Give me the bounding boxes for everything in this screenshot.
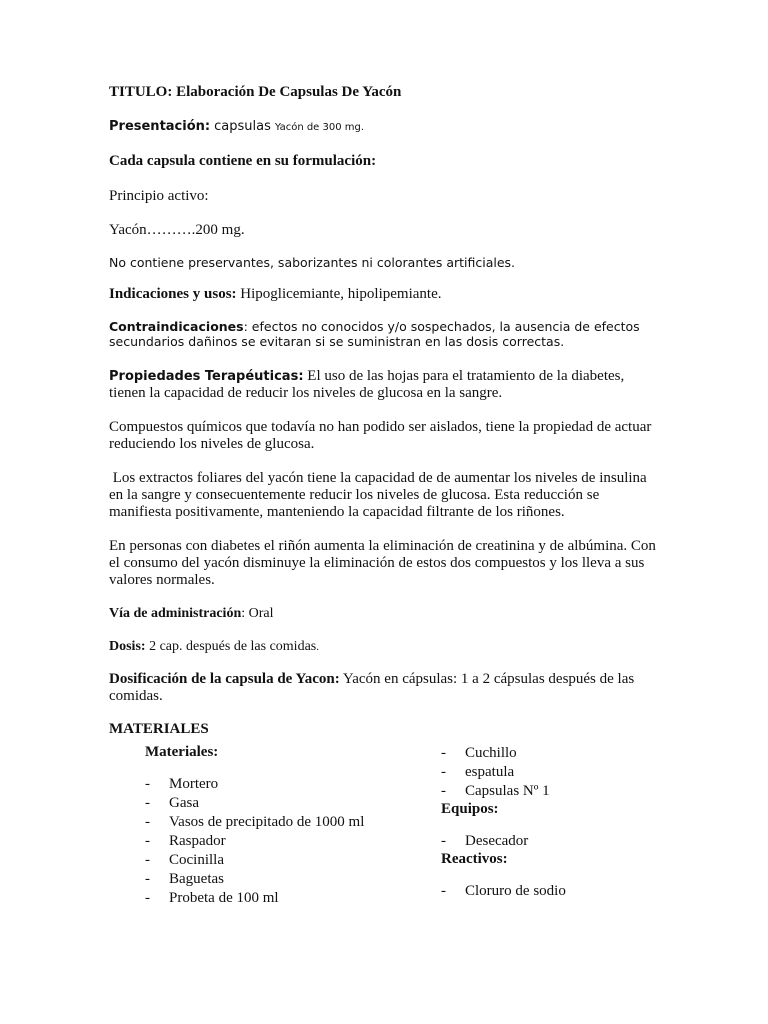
via-line [109, 605, 661, 622]
indicaciones-label: Indicaciones y usos: [109, 286, 237, 302]
dash-marker: - [145, 852, 150, 868]
list-item [441, 882, 691, 901]
propiedades-text: El uso de las hojas para el tratamiento de la diabetes, tienen la capacidad de reducir los niveles de glucosa en la sangre. [109, 368, 625, 401]
materiales-list [145, 775, 367, 908]
propiedades-label: Propiedades Terapéuticas: [109, 369, 304, 384]
list-item-text: Cuchillo [465, 745, 517, 761]
cada-capsula-heading: Cada capsula contiene en su formulación: [109, 153, 377, 169]
dosificacion-label: Dosificación de la capsula de Yacon: [109, 671, 340, 687]
materials-right-column [441, 744, 691, 901]
dosis-line [109, 638, 661, 656]
list-item-text: Desecador [465, 833, 529, 849]
list-item [441, 763, 691, 782]
dosificacion-text: Yacón en cápsulas: 1 a 2 cápsulas después de las comidas. [109, 671, 635, 704]
reactivos-heading: Reactivos: [441, 851, 508, 867]
list-item-text: Mortero [169, 776, 219, 792]
contraindicaciones-text: : efectos no conocidos y/o sospechados, la ausencia de efectos secundarios dañinos se evitaran si se suministran en las dosis correctas. [109, 319, 640, 349]
list-item-text: Cloruro de sodio [465, 883, 566, 899]
list-item [145, 832, 367, 851]
list-item-text: Gasa [169, 795, 199, 811]
materials-columns [145, 740, 705, 940]
dash-marker: - [145, 795, 150, 811]
principio-activo-label: Principio activo: [109, 188, 209, 204]
presentacion-detail: Yacón de 300 mg. [274, 122, 365, 133]
dash-marker: - [441, 764, 446, 780]
dash-marker: - [145, 833, 150, 849]
dosis-text: 2 cap. después de las comidas [145, 639, 317, 654]
no-contiene-note: No contiene preservantes, saborizantes ni colorantes artificiales. [109, 255, 516, 270]
list-item [145, 889, 367, 908]
list-item-text: Raspador [169, 833, 226, 849]
presentacion-label: Presentación: [109, 119, 211, 134]
dosis-label: Dosis: [109, 639, 146, 654]
list-item-text: Baguetas [169, 871, 224, 887]
list-item-text: Probeta de 100 ml [169, 890, 279, 906]
list-item [145, 775, 367, 794]
presentacion-value: capsulas [214, 119, 271, 134]
document-body [109, 84, 661, 738]
reactivos-list [441, 882, 691, 901]
dash-marker: - [441, 745, 446, 761]
materiales-list-continued [441, 744, 691, 801]
list-item [145, 794, 367, 813]
dash-marker: - [441, 883, 446, 899]
contraindicaciones-label: Contraindicaciones [109, 319, 244, 334]
materiales-subheading: Materiales: [145, 744, 219, 760]
via-text: : Oral [241, 606, 274, 621]
compuestos-paragraph: Compuestos químicos que todavía no han podido ser aislados, tiene la propiedad de actuar reduciendo los niveles de glucosa. [109, 419, 652, 452]
presentacion-line [109, 117, 661, 135]
personas-paragraph: En personas con diabetes el riñón aumenta la eliminación de creatinina y de albúmina. Con el consumo del yacón disminuye la eliminación de estos dos compuestos y los lleva a sus valores normales. [109, 538, 656, 588]
indicaciones-line [109, 286, 661, 303]
yacon-dose: Yacón……….200 mg. [109, 222, 245, 238]
dash-marker: - [145, 871, 150, 887]
title-text: Elaboración De Capsulas De Yacón [176, 84, 402, 100]
list-item-text: Vasos de precipitado de 1000 ml [169, 814, 365, 830]
dash-marker: - [441, 783, 446, 799]
list-item [145, 870, 367, 889]
dash-marker: - [145, 814, 150, 830]
list-item-text: Cocinilla [169, 852, 224, 868]
equipos-list [441, 832, 691, 851]
propiedades-paragraph [109, 368, 661, 402]
dash-marker: - [441, 833, 446, 849]
list-item [441, 744, 691, 763]
dash-marker: - [145, 776, 150, 792]
list-item [441, 832, 691, 851]
dosis-end: . [316, 641, 319, 653]
list-item-text: Capsulas Nº 1 [465, 783, 550, 799]
materiales-heading: MATERIALES [109, 721, 209, 737]
contraindicaciones-paragraph [109, 319, 661, 349]
dash-marker: - [145, 890, 150, 906]
equipos-heading: Equipos: [441, 801, 499, 817]
list-item [145, 851, 367, 870]
via-label: Vía de administración [109, 606, 242, 621]
dosificacion-paragraph [109, 671, 661, 705]
list-item-text: espatula [465, 764, 515, 780]
document-title [109, 84, 661, 101]
extractos-paragraph: Los extractos foliares del yacón tiene la capacidad de de aumentar los niveles de insulina en la sangre y consecuentemente reducir los niveles de glucosa. Esta reducción se manifiesta positivamente, manteniendo la capacidad filtrante de los riñones. [109, 470, 651, 520]
materials-left-column [145, 744, 367, 908]
title-label: TITULO: [109, 84, 173, 100]
list-item [441, 782, 691, 801]
indicaciones-text: Hipoglicemiante, hipolipemiante. [236, 286, 442, 302]
list-item [145, 813, 367, 832]
